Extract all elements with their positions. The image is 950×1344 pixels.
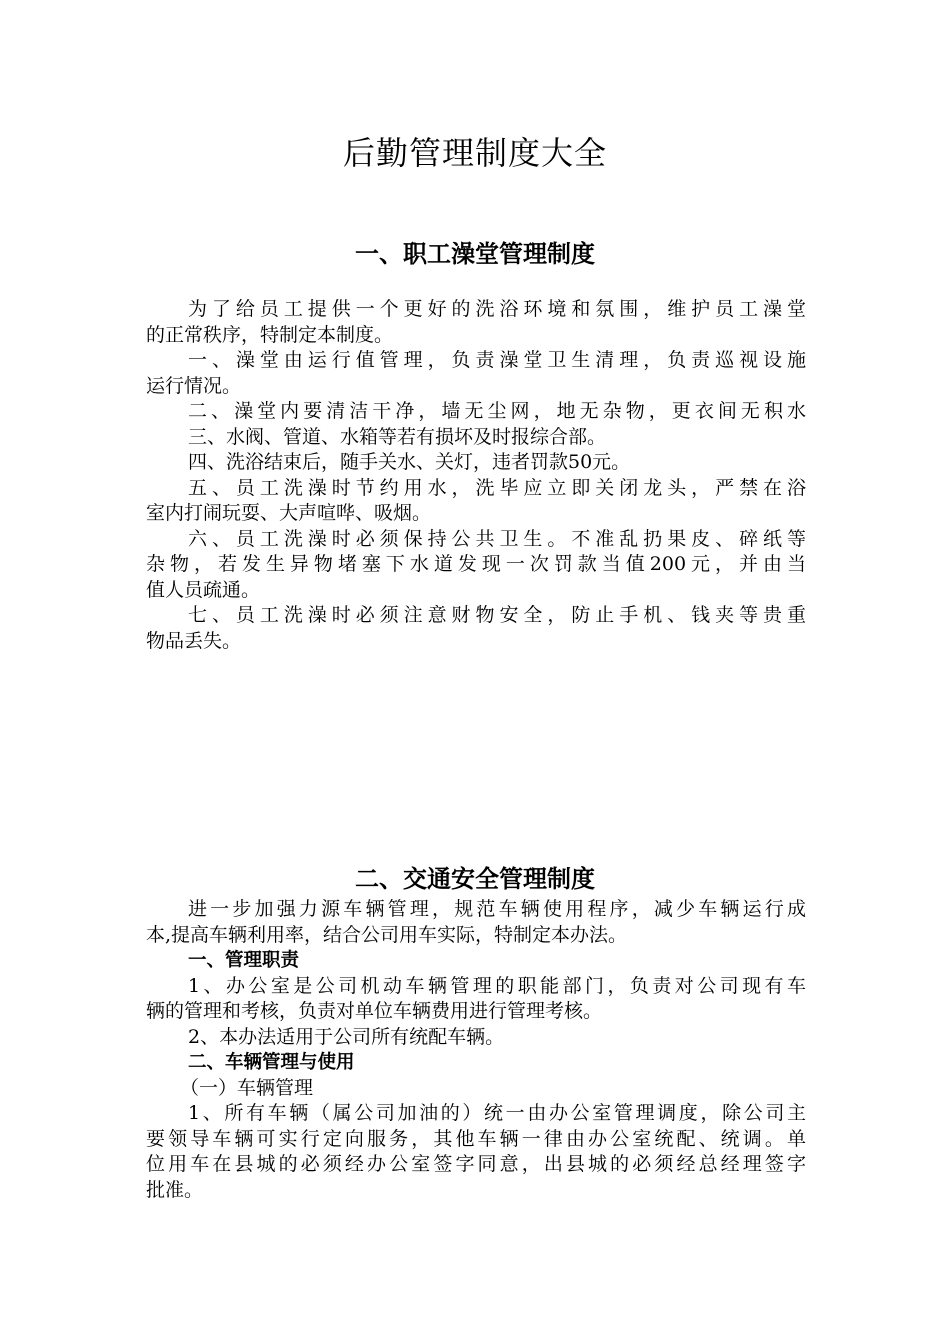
paragraph-line: 要领导车辆可实行定向服务，其他车辆一律由办公室统配、统调。单 [146,1127,806,1150]
paragraph-line: 1、办公室是公司机动车辆管理的职能部门，负责对公司现有车 [188,974,806,997]
section-2-body [146,897,806,1203]
paragraph-line: 辆的管理和考核，负责对单位车辆费用进行管理考核。 [146,1000,603,1022]
section-1-body [146,297,806,654]
paragraph-line: 本,提高车辆利用率，结合公司用车实际，特制定本办法。 [146,923,628,946]
paragraph-line: 运行情况。 [146,374,242,397]
paragraph-line: 杂物，若发生异物堵塞下水道发现一次罚款当值200元，并由当 [146,553,806,575]
subheading: 二、车辆管理与使用 [188,1052,355,1073]
paragraph-line: 1、所有车辆（属公司加油的）统一由办公室管理调度，除公司主 [188,1102,806,1124]
section-2-heading: 二、交通安全管理制度 [355,865,595,893]
paragraph-line: 六、员工洗澡时必须保持公共卫生。不准乱扔果皮、碎纸等 [188,527,806,550]
paragraph-line: 批准。 [146,1178,204,1201]
paragraph-line: 为了给员工提供一个更好的洗浴环境和氛围，维护员工澡堂 [188,298,806,320]
paragraph-line: 的正常秩序，特制定本制度。 [146,323,394,346]
paragraph-line: 物品丢失。 [146,629,242,652]
document-title: 后勤管理制度大全 [342,134,607,172]
paragraph-line: 二、澡堂内要清洁干净，墙无尘网，地无杂物，更衣间无积水 [188,400,806,422]
paragraph-line: 一、澡堂由运行值管理，负责澡堂卫生清理，负责巡视设施 [188,349,806,371]
paragraph-line: 七、员工洗澡时必须注意财物安全，防止手机、钱夹等贵重 [188,604,806,626]
paragraph-line: 五、员工洗澡时节约用水，洗毕应立即关闭龙头，严禁在浴 [188,476,806,499]
paragraph-line: 三、水阀、管道、水箱等若有损坏及时报综合部。 [188,425,607,448]
paragraph-line: 位用车在县城的必须经办公室签字同意，出县城的必须经总经理签字 [146,1153,806,1175]
paragraph-line: 进一步加强力源车辆管理，规范车辆使用程序，减少车辆运行成 [188,898,806,920]
paragraph-line: 室内打闹玩耍、大声喧哗、吸烟。 [146,502,432,524]
subheading: （一）车辆管理 [180,1076,314,1099]
paragraph-line: 四、洗浴结束后，随手关水、关灯，违者罚款50元。 [188,451,631,473]
subheading: 一、管理职责 [188,950,300,971]
section-1-heading: 一、职工澡堂管理制度 [355,240,595,268]
paragraph-line: 值人员疏通。 [146,578,261,601]
paragraph-line: 2、本办法适用于公司所有统配车辆。 [188,1025,505,1048]
